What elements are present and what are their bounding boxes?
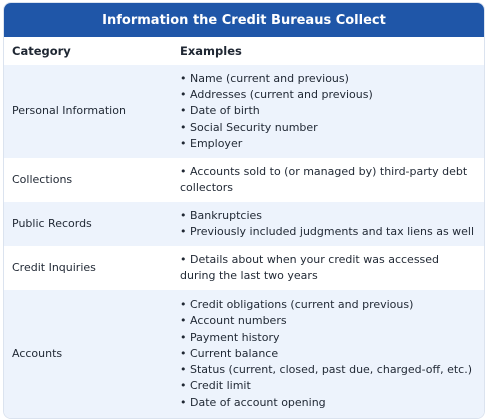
- list-item: • Account numbers: [180, 313, 476, 329]
- examples-cell: [172, 158, 484, 202]
- list-item: • Bankruptcies: [180, 208, 476, 224]
- examples-cell: [172, 202, 484, 246]
- list-item: • Accounts sold to (or managed by) third-party debt collectors: [180, 164, 476, 197]
- examples-list: [180, 208, 476, 241]
- list-item: • Date of account opening: [180, 395, 476, 411]
- header-row: [4, 37, 484, 65]
- category-cell: Public Records: [4, 202, 172, 246]
- table-title: Information the Credit Bureaus Collect: [4, 3, 484, 37]
- category-cell: Collections: [12, 172, 73, 186]
- examples-list: [180, 252, 476, 285]
- examples-list: [180, 297, 476, 411]
- table-row: [4, 246, 484, 290]
- examples-cell: [172, 246, 484, 290]
- list-item: • Status (current, closed, past due, charged-off, etc.): [180, 362, 476, 378]
- category-cell: Personal Information: [4, 65, 172, 158]
- examples-cell: [172, 65, 484, 158]
- list-item: • Social Security number: [180, 120, 476, 136]
- credit-info-table: [4, 37, 484, 418]
- list-item: • Previously included judgments and tax liens as well: [180, 224, 476, 240]
- header-category: Category: [12, 44, 71, 58]
- credit-info-table-card: [3, 2, 485, 419]
- table-row: [4, 202, 484, 246]
- category-cell: Accounts: [4, 290, 172, 418]
- list-item: • Payment history: [180, 330, 476, 346]
- table-row: [4, 65, 484, 158]
- list-item: • Name (current and previous): [180, 71, 476, 87]
- list-item: • Credit limit: [180, 378, 476, 394]
- list-item: • Details about when your credit was accessed during the last two years: [180, 252, 476, 285]
- list-item: • Addresses (current and previous): [180, 87, 476, 103]
- examples-list: [180, 71, 476, 152]
- header-examples: Examples: [180, 44, 242, 58]
- examples-cell: [172, 290, 484, 418]
- list-item: • Credit obligations (current and previous): [180, 297, 476, 313]
- table-row: [4, 290, 484, 418]
- category-cell: Credit Inquiries: [12, 260, 96, 274]
- examples-list: [180, 164, 476, 197]
- list-item: • Employer: [180, 136, 476, 152]
- list-item: • Date of birth: [180, 103, 476, 119]
- table-row: [4, 158, 484, 202]
- list-item: • Current balance: [180, 346, 476, 362]
